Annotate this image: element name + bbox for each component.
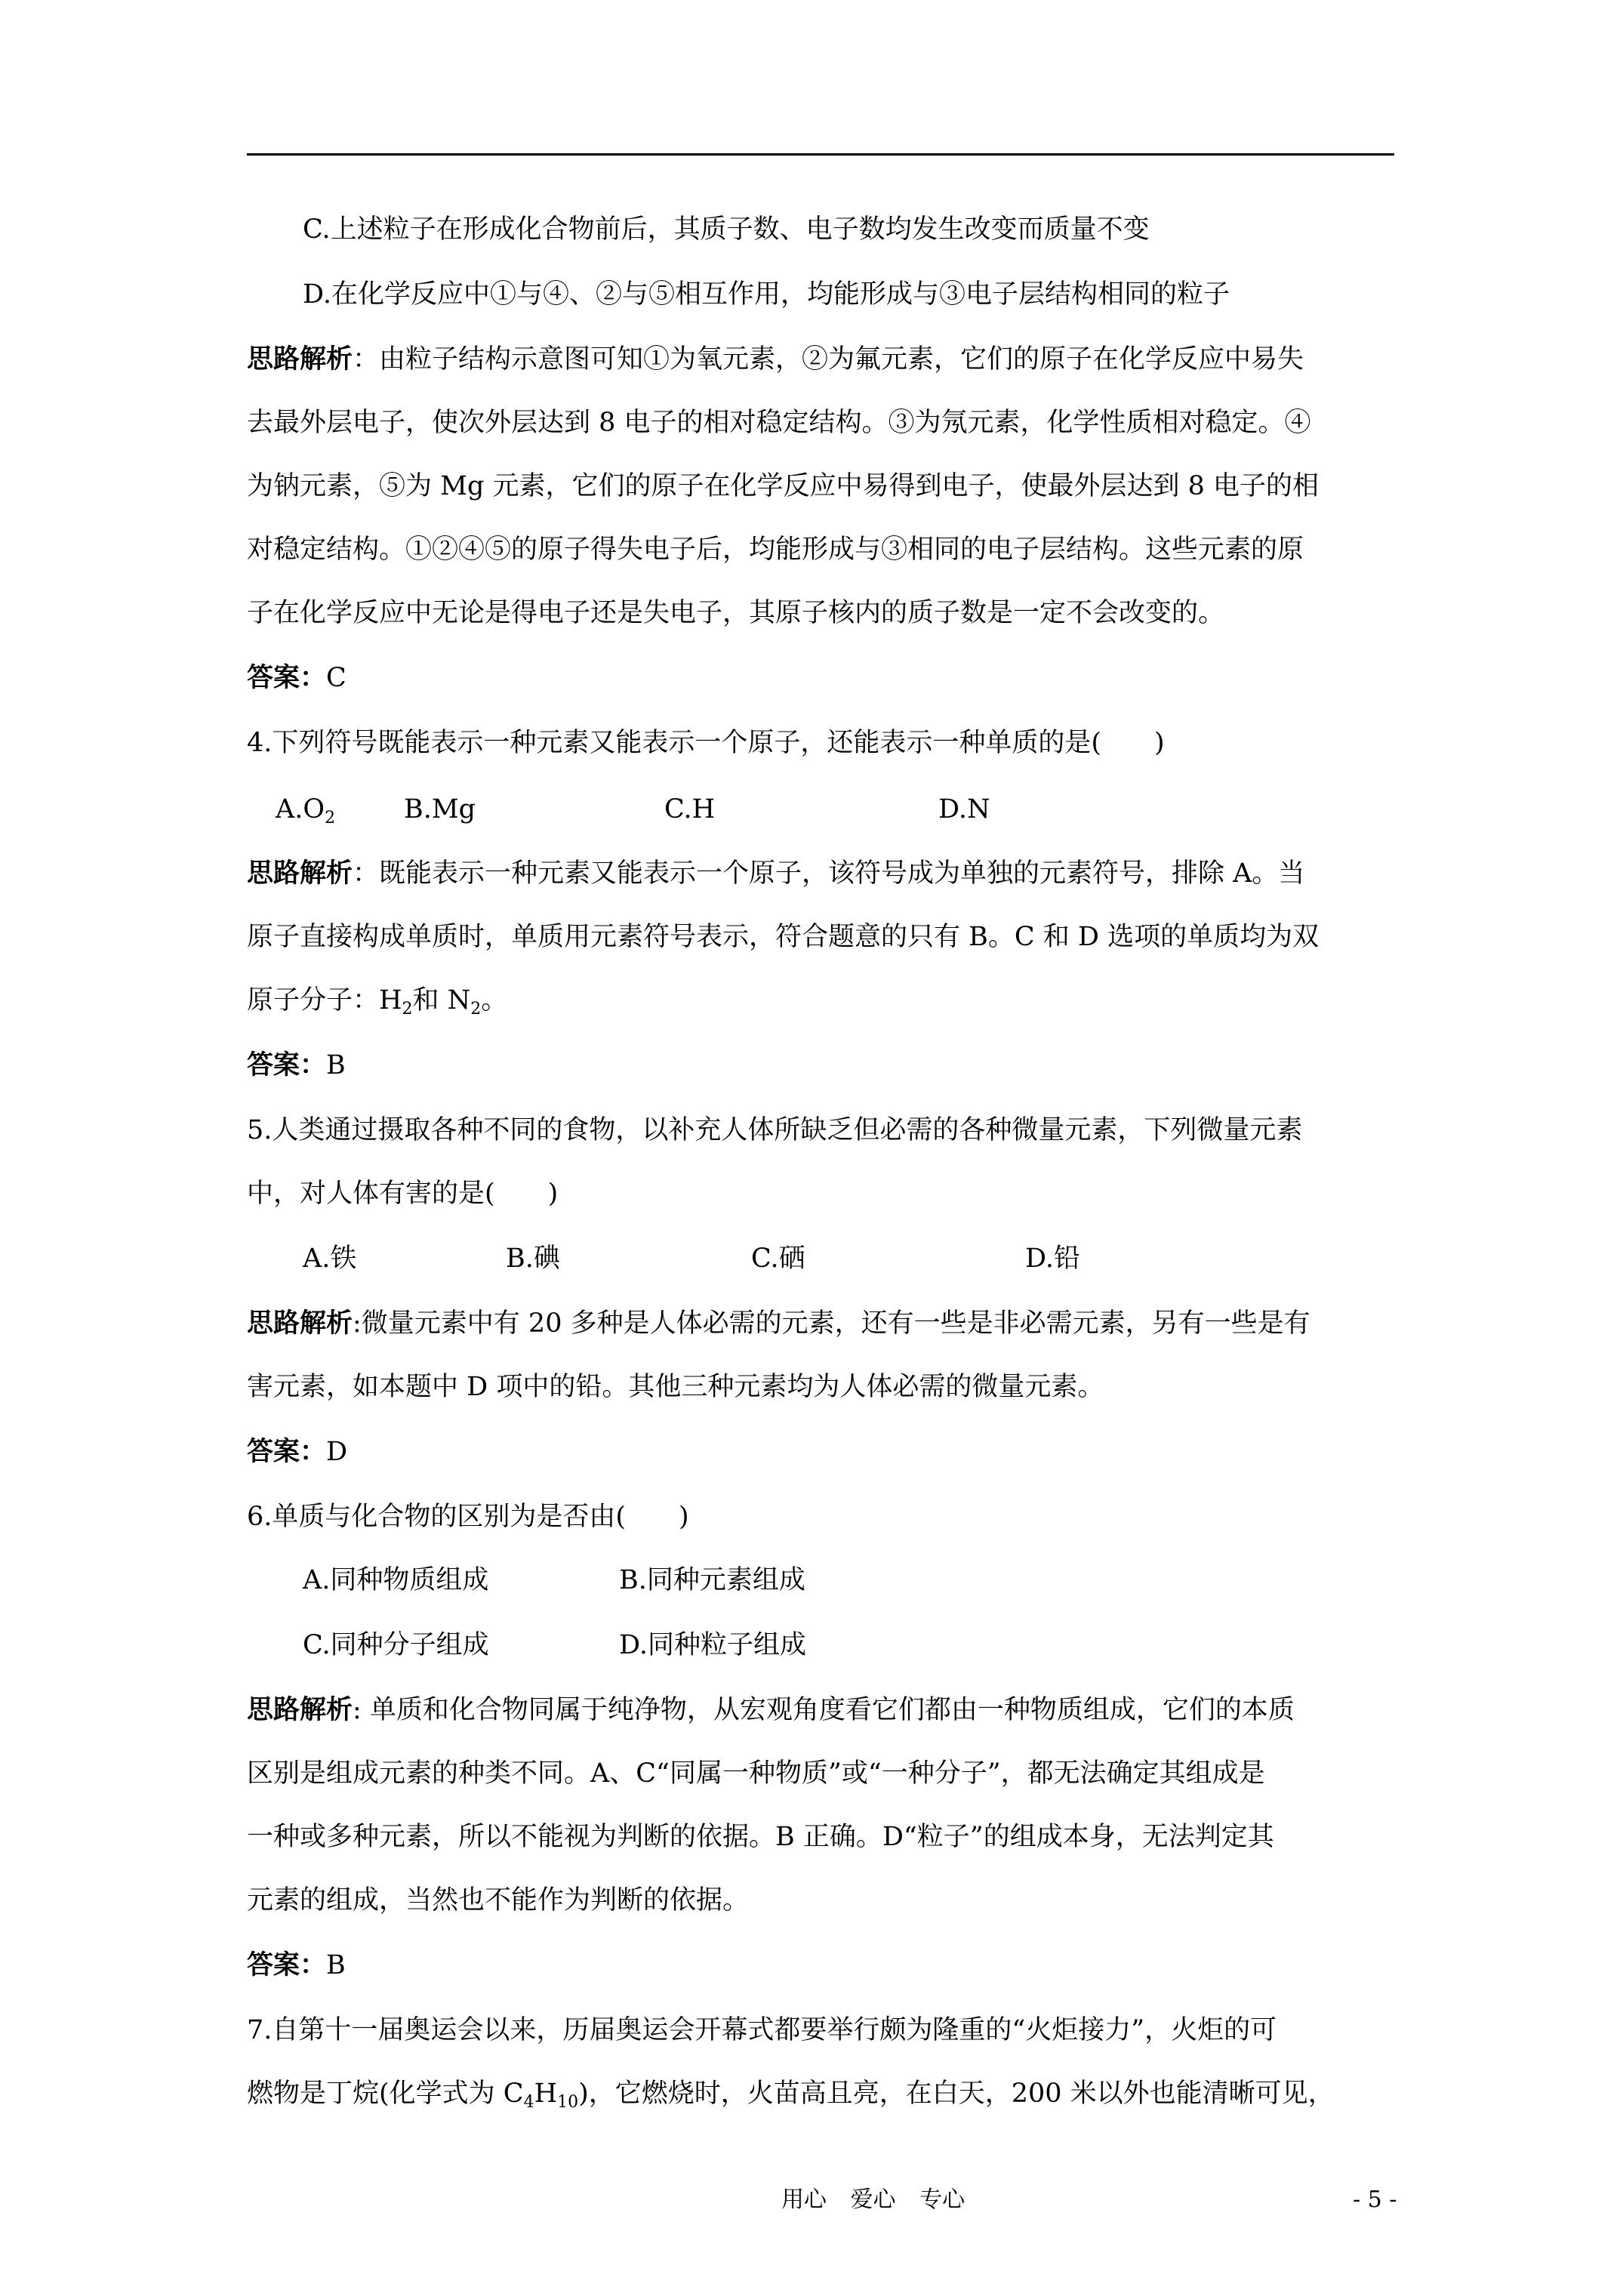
- q4-analysis-line: 原子直接构成单质时，单质用元素符号表示，符合题意的只有 B。C 和 D 选项的单质均为双: [247, 922, 1320, 952]
- q3-answer: [247, 661, 346, 695]
- q6-option-a: A.同种物质组成: [303, 1565, 489, 1595]
- answer-label: 答案：: [247, 1436, 327, 1467]
- q3-option-c: C.上述粒子在形成化合物前后，其质子数、电子数均发生改变而质量不变: [303, 214, 1150, 245]
- analysis-label: 思路解析: [247, 344, 353, 374]
- header-rule: [247, 153, 1394, 156]
- q6-analysis-line: 元素的组成，当然也不能作为判断的依据。: [247, 1885, 750, 1915]
- answer-value: D: [326, 1437, 348, 1467]
- analysis-label: 思路解析: [247, 1308, 353, 1339]
- q5-option-d: D.铅: [1025, 1244, 1080, 1274]
- q5-analysis-line: 思路解析:微量元素中有 20 多种是人体必需的元素，还有一些是非必需元素，另有一些是有: [247, 1308, 1310, 1339]
- answer-label: 答案：: [247, 1049, 327, 1080]
- answer-label: 答案：: [247, 1949, 327, 1980]
- q4-option-b: B.Mg: [404, 794, 476, 824]
- answer-value: C: [326, 663, 346, 693]
- q3-analysis-line: 为钠元素，⑤为 Mg 元素，它们的原子在化学反应中易得到电子，使最外层达到 8 电子的相: [247, 471, 1320, 501]
- q6-analysis-line: 思路解析: 单质和化合物同属于纯净物，从宏观角度看它们都由一种物质组成，它们的本质: [247, 1694, 1295, 1725]
- q4-option-a: $A.O_2$: [276, 794, 336, 827]
- analysis-text: ：由粒子结构示意图可知①为氧元素，②为氟元素，它们的原子在化学反应中易失: [353, 344, 1304, 374]
- q4-option-c: C.H: [664, 794, 716, 824]
- q4-answer: [247, 1049, 346, 1082]
- q5-answer: [247, 1435, 347, 1469]
- q3-option-d: D.在化学反应中①与④、②与⑤相互作用，均能形成与③电子层结构相同的粒子: [303, 279, 1230, 310]
- q3-analysis-line: 去最外层电子，使次外层达到 8 电子的相对稳定结构。③为氖元素，化学性质相对稳定。④: [247, 408, 1311, 438]
- q5-stem-line: 5.人类通过摄取各种不同的食物，以补充人体所缺乏但必需的各种微量元素，下列微量元素: [247, 1115, 1303, 1145]
- q6-analysis-line: 区别是组成元素的种类不同。A、C“同属一种物质”或“一种分子”，都无法确定其组成是: [247, 1758, 1265, 1789]
- q5-analysis-line: 害元素，如本题中 D 项中的铅。其他三种元素均为人体必需的微量元素。: [247, 1372, 1104, 1402]
- q3-analysis-line: [247, 343, 1304, 376]
- q4-stem: 4.下列符号既能表示一种元素又能表示一个原子，还能表示一种单质的是( ): [247, 728, 1165, 758]
- q4-analysis-line: 原子分子：$H_2$和 $N_2$。: [247, 985, 508, 1019]
- q6-answer: [247, 1949, 346, 1982]
- q5-option-b: B.碘: [506, 1244, 560, 1274]
- footer-slogan: 用心 爱心 专心: [781, 2187, 965, 2213]
- q7-stem-line: 7.自第十一届奥运会以来，历届奥运会开幕式都要举行颇为隆重的“火炬接力”，火炬的可: [247, 2015, 1277, 2045]
- q5-stem-line: 中，对人体有害的是( ): [247, 1179, 559, 1209]
- answer-value: B: [326, 1950, 346, 1980]
- q6-option-d: D.同种粒子组成: [619, 1630, 806, 1660]
- q6-analysis-line: 一种或多种元素，所以不能视为判断的依据。B 正确。D“粒子”的组成本身，无法判定其: [247, 1822, 1274, 1852]
- answer-value: B: [326, 1050, 346, 1080]
- page-number: - 5 -: [1353, 2187, 1397, 2213]
- q7-stem-line: 燃物是丁烷(化学式为 $C_4H_{10}$)，它燃烧时，火苗高且亮，在白天，200 米以外也能清晰可见，: [247, 2079, 1335, 2112]
- q5-option-c: C.硒: [751, 1244, 805, 1274]
- q3-analysis-line: 子在化学反应中无论是得电子还是失电子，其原子核内的质子数是一定不会改变的。: [247, 598, 1225, 628]
- answer-label: 答案：: [247, 662, 327, 693]
- q6-stem: 6.单质与化合物的区别为是否由( ): [247, 1502, 689, 1532]
- analysis-label: 思路解析: [247, 1694, 353, 1725]
- q3-analysis-line: 对稳定结构。①②④⑤的原子得失电子后，均能形成与③相同的电子层结构。这些元素的原: [247, 535, 1304, 565]
- analysis-label: 思路解析: [247, 858, 353, 889]
- q6-option-c: C.同种分子组成: [303, 1630, 489, 1660]
- q6-option-b: B.同种元素组成: [619, 1565, 805, 1595]
- q4-analysis-line: 思路解析：既能表示一种元素又能表示一个原子，该符号成为单独的元素符号，排除 A。当: [247, 858, 1305, 889]
- q4-option-d: D.N: [938, 794, 990, 824]
- q5-option-a: A.铁: [303, 1244, 357, 1274]
